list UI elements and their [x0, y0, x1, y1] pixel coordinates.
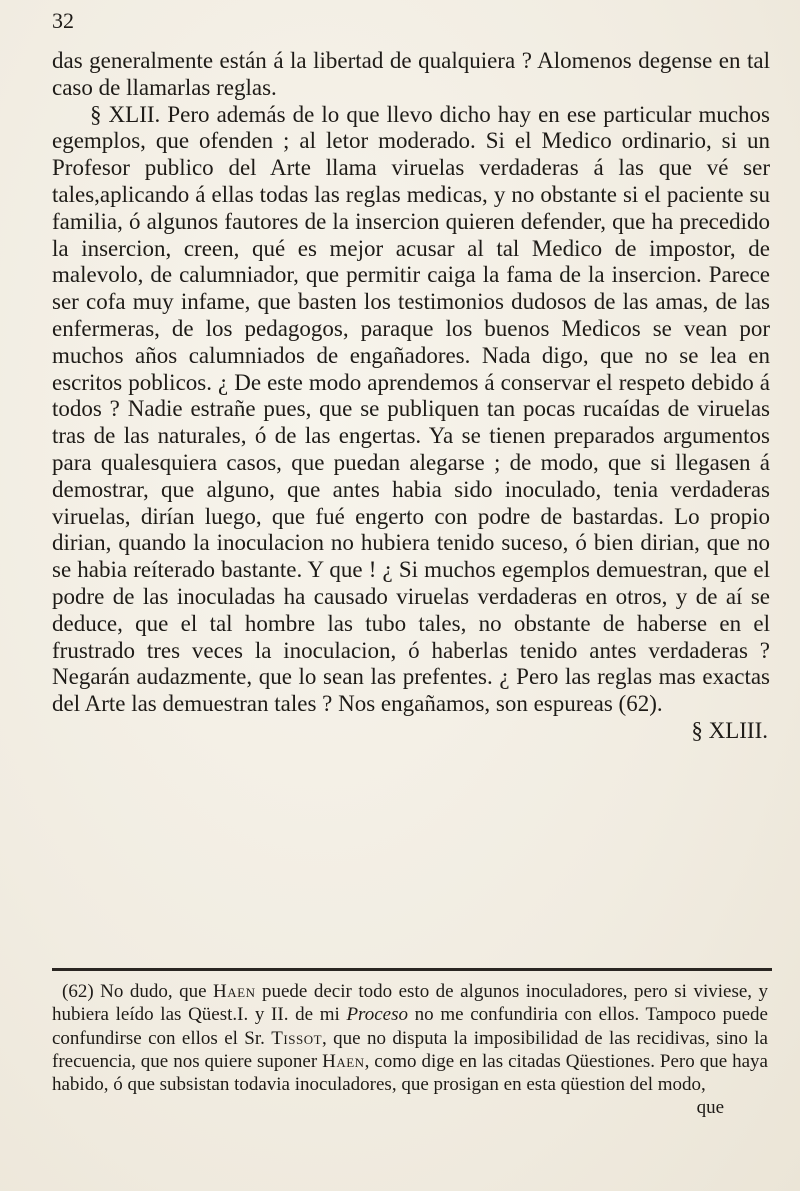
catchword: que: [696, 1097, 724, 1119]
footnote-text-part: , que no disputa la imposibilidad de las recidivas, sino la frecuencia, que nos quiere suponer: [52, 1027, 768, 1072]
footnote-marker: (62): [62, 981, 94, 1002]
work-title: Proceso: [346, 1004, 409, 1026]
author-name: Haen: [322, 1050, 365, 1072]
page-number: 32: [52, 8, 74, 33]
footnote-text: [52, 980, 768, 1096]
footnote-text-part: , como dige en las citadas Qüestiones. Pero que haya habido, ó que subsistan todavia inoculadores, que prosigan en esta qüestion del modo,: [52, 1050, 768, 1096]
author-name: Haen: [213, 981, 256, 1002]
footnote-text-part: no me confundiria con ellos. Tampoco puede confundirse con ellos el Sr.: [52, 1004, 768, 1049]
paragraph-section-xlii: § XLII. Pero además de lo que llevo dicho hay en ese particular muchos egemplos, que ofenden ; al letor moderado. Si el Medico ordinario, si un Profesor publico del Arte llama viruelas verdaderas á las que vé ser tales,aplicando á ellas todas las reglas medicas, y no obstante si el paciente su familia, ó algunos fautores de la insercion quieren defender, que ha precedido la insercion, creen, qué es mejor acusar al tal Medico de impostor, de malevolo, de calumniador, que permitir caiga la fama de la insercion. Parece ser cofa muy infame, que basten los testimonios dudosos de las amas, de las enfermeras, de los pedagogos, paraque los buenos Medicos se vean por muchos años calumniados de engañadores. Nada digo, que no se lea en escritos poblicos. ¿ De este modo aprendemos á conservar el respeto debido á todos ? Nadie estrañe pues, que se publiquen tan pocas rucaídas de viruelas tras de las naturales, ó de las engertas. Ya se tienen preparados argumentos para qualesquiera casos, que puedan alegarse ; de modo, que si llegasen á demostrar, que alguno, que antes habia sido inoculado, tenia verdaderas viruelas, dirían luego, que fué engerto con podre de bastardas. Lo propio dirian, quando la inoculacion no hubiera tenido suceso, ó bien dirian, que no se habia reíterado bastante. Y que ! ¿ Si muchos egemplos demuestran, que el podre de las inoculadas ha causado viruelas verdaderas en otros, y de aí se deduce, que el tal hombre las tubo tales, no obstante de haberse en el frustrado tres veces la inoculacion, ó haberlas tenido antes verdaderas ? Negarán audazmente, que lo sean las prefentes. ¿ Pero las reglas mas exactas del Arte las demuestran tales ? Nos engañamos, son espureas (62).: [52, 101, 770, 717]
footnote-text-part: No dudo, que: [93, 981, 214, 1002]
footnote-text-part: puede decir todo esto de algunos inoculadores, pero si viviese, y hubiera leído las Qüest.I. y II. de mi: [52, 981, 769, 1026]
author-name: Tissot: [271, 1027, 323, 1049]
footnote: [52, 980, 768, 1120]
section-heading-xliii: § XLIII.: [691, 717, 768, 743]
footnote-divider: [52, 968, 772, 971]
paragraph-continuation: das generalmente están á la libertad de qualquiera ? Alomenos degense en tal caso de llamarlas reglas.: [52, 48, 770, 100]
main-text: [52, 48, 770, 745]
